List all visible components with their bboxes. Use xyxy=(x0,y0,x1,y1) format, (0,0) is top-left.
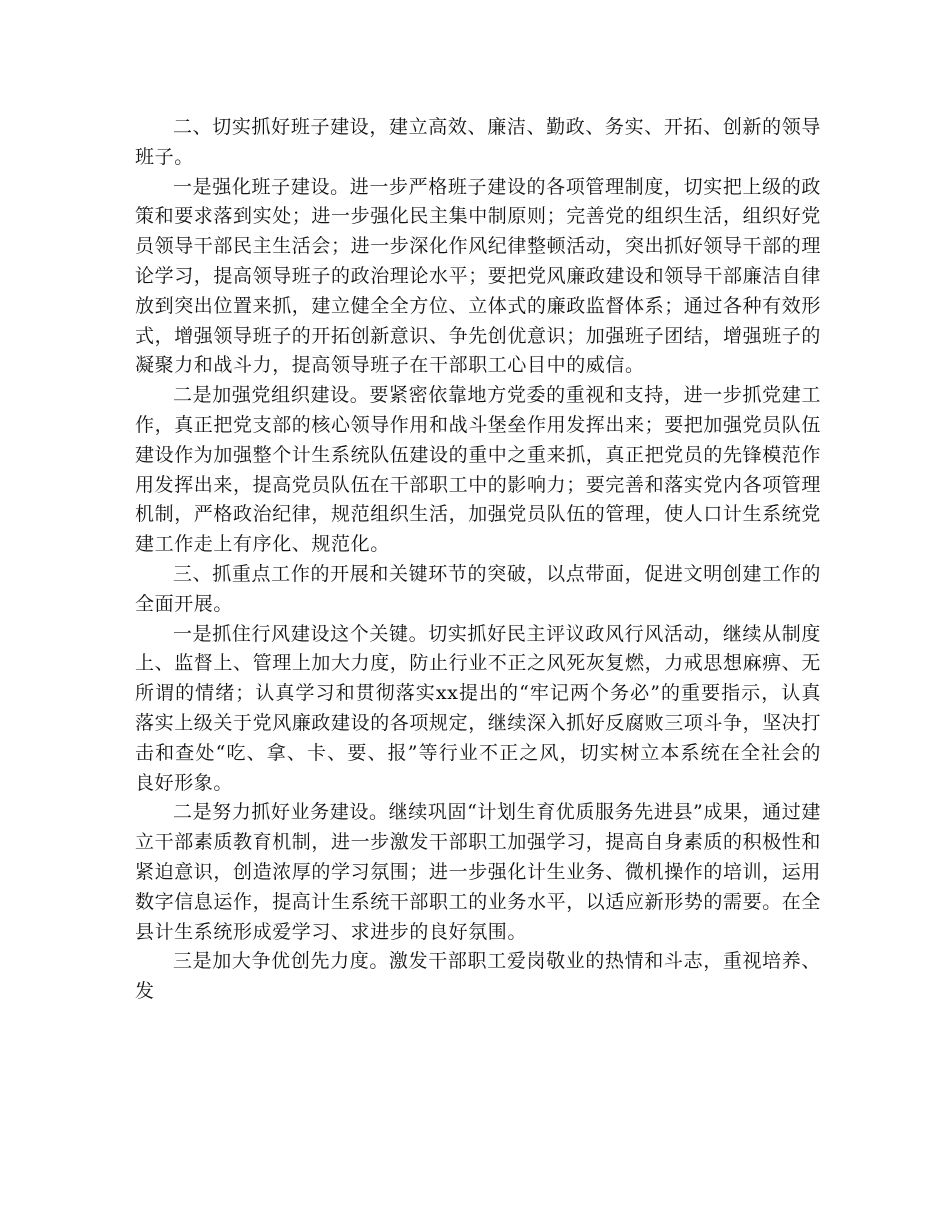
document-body xyxy=(135,113,821,1007)
paragraph-conduct-building: 一是抓住行风建设这个关键。切实抓好民主评议政风行风活动，继续从制度上、监督上、管理上加大力度，防止行业不正之风死灰复燃，力戒思想麻痹、无所谓的情绪；认真学习和贯彻落实xx提出的“牢记两个务必”的重要指示，认真落实上级关于党风廉政建设的各项规定，继续深入抓好反腐败三项斗争，坚决打击和查处“吃、拿、卡、要、报”等行业不正之风，切实树立本系统在全社会的良好形象。 xyxy=(135,622,822,794)
paragraph-business-building: 二是努力抓好业务建设。继续巩固“计划生育优质服务先进县”成果，通过建立干部素质教育机制，进一步激发干部职工加强学习，提高自身素质的积极性和紧迫意识，创造浓厚的学习氛围；进一步强化计生业务、微机操作的培训，运用数字信息运作，提高计生系统干部职工的业务水平，以适应新形势的需要。在全县计生系统形成爱学习、求进步的良好氛围。 xyxy=(135,801,822,943)
paragraph-excellence-efforts: 三是加大争优创先力度。激发干部职工爱岗敬业的热情和斗志，重视培养、发 xyxy=(135,950,821,1003)
paragraph-party-organization: 二是加强党组织建设。要紧密依靠地方党委的重视和支持，进一步抓党建工作，真正把党支部的核心领导作用和战斗堡垒作用发挥出来；要把加强党员队伍建设作为加强整个计生系统队伍建设的重中之重来抓，真正把党员的先锋模范作用发挥出来，提高党员队伍在干部职工中的影响力；要完善和落实党内各项管理机制，严格政治纪律，规范组织生活，加强党员队伍的管理，使人口计生系统党建工作走上有序化、规范化。 xyxy=(135,384,822,556)
paragraph-team-building: 一是强化班子建设。进一步严格班子建设的各项管理制度，切实把上级的政策和要求落到实处；进一步强化民主集中制原则；完善党的组织生活，组织好党员领导干部民主生活会；进一步深化作风纪律整顿活动，突出抓好领导干部的理论学习，提高领导班子的政治理论水平；要把党风廉政建设和领导干部廉洁自律放到突出位置来抓，建立健全全方位、立体式的廉政监督体系；通过各种有效形式，增强领导班子的开拓创新意识、争先创优意识；加强班子团结，增强班子的凝聚力和战斗力，提高领导班子在干部职工心目中的威信。 xyxy=(135,175,822,377)
section-heading-two: 二、切实抓好班子建设，建立高效、廉洁、勤政、务实、开拓、创新的领导班子。 xyxy=(135,116,821,168)
section-heading-three: 三、抓重点工作的开展和关键环节的突破，以点带面，促进文明创建工作的全面开展。 xyxy=(135,562,821,615)
